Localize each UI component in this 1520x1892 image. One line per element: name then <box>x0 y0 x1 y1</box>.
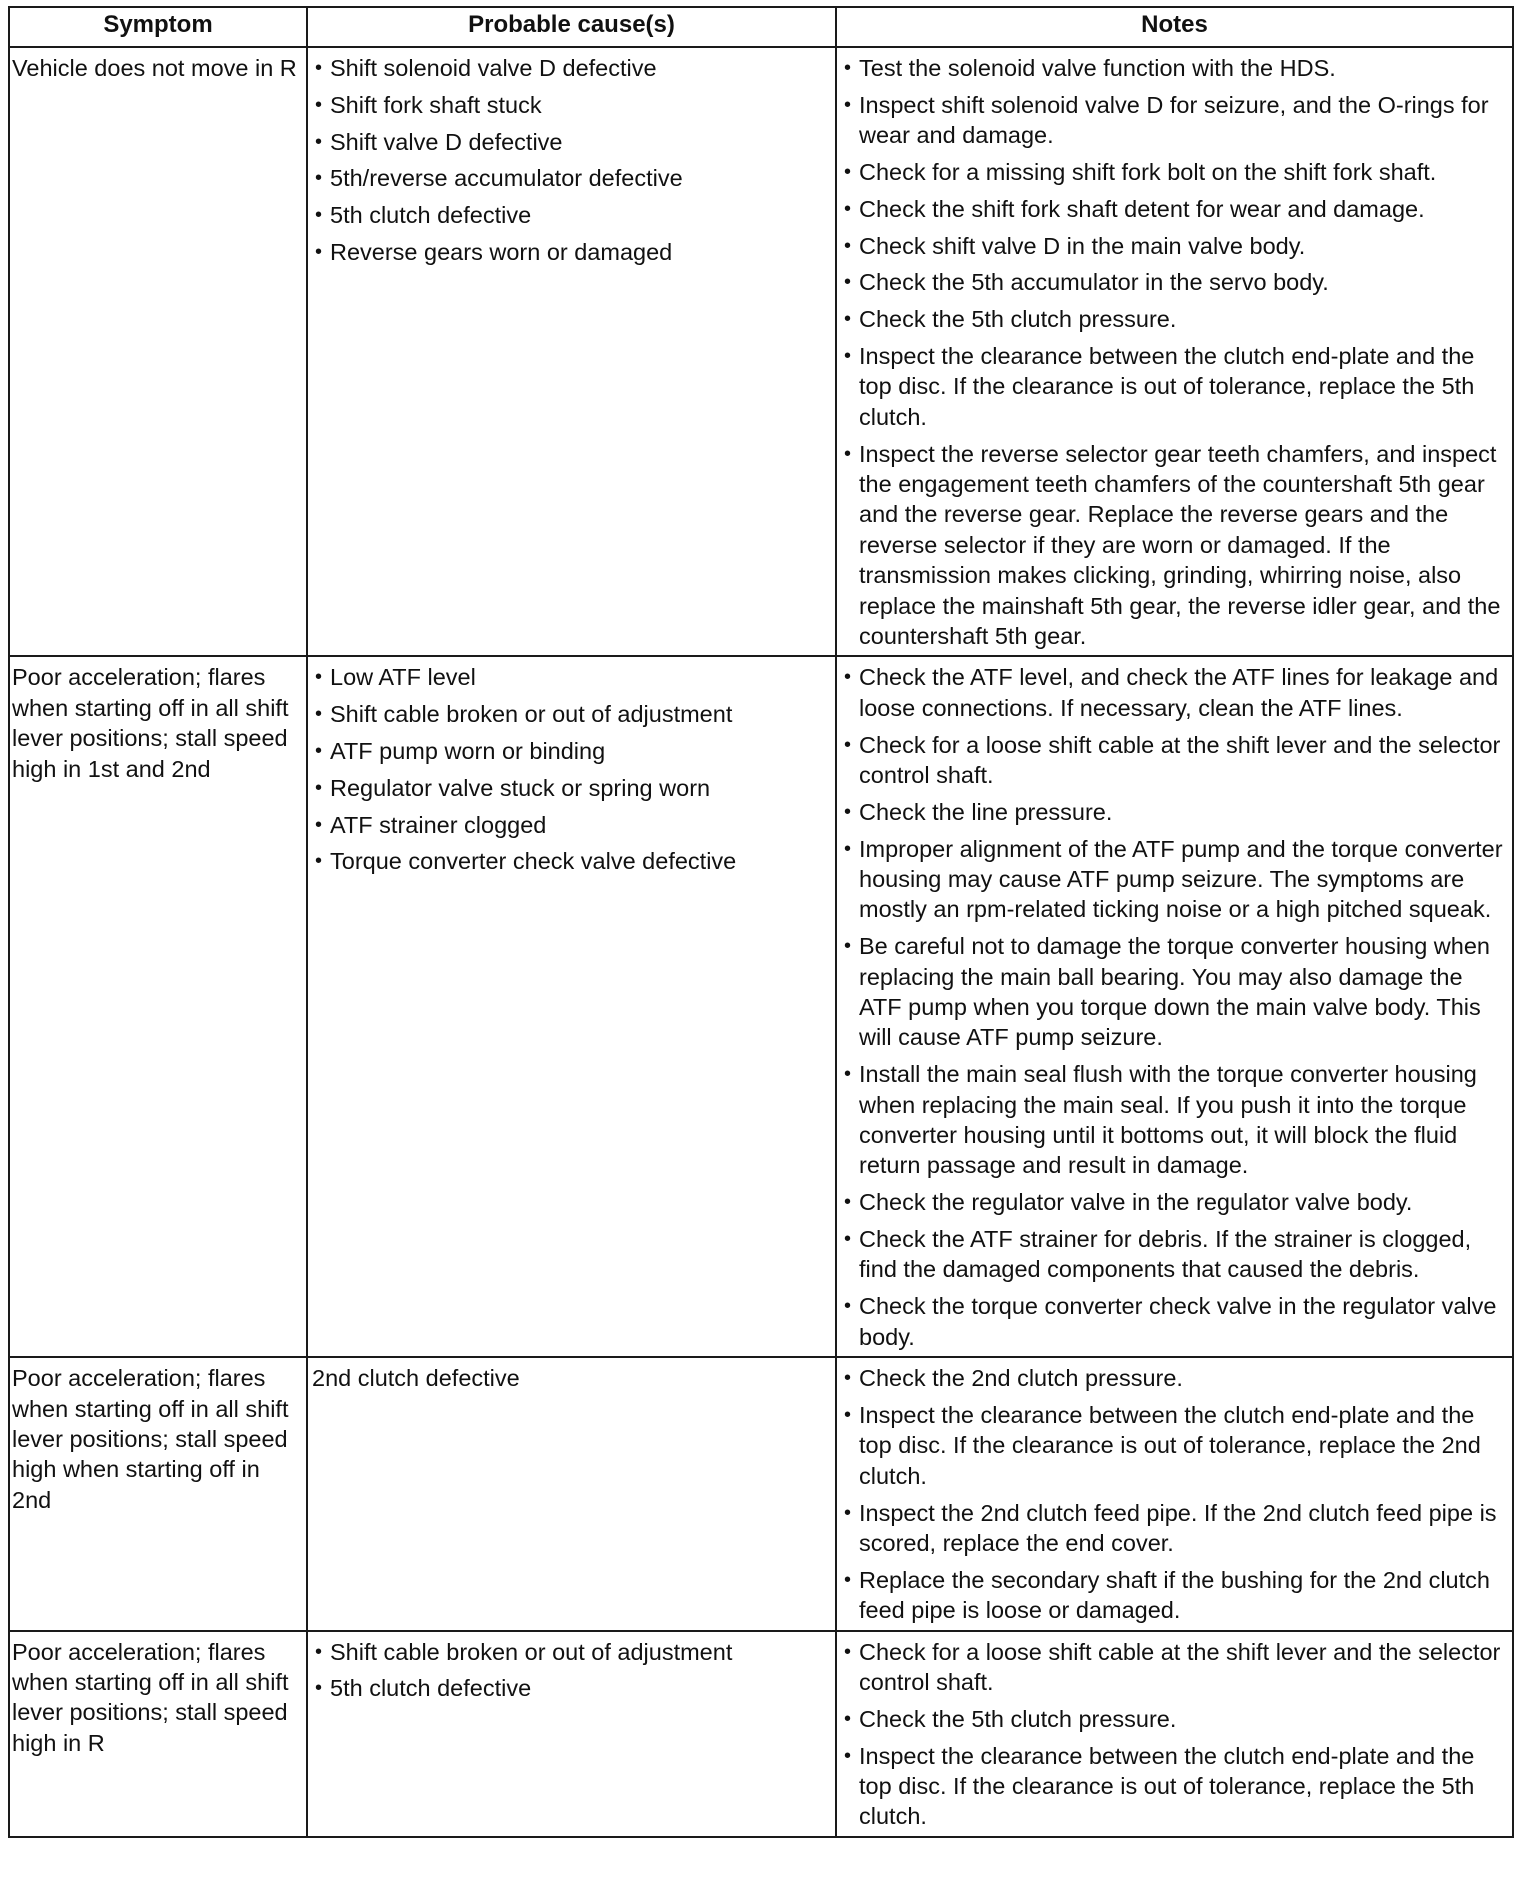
cause-text: ATF strainer clogged <box>330 811 547 838</box>
note-item <box>841 1400 1508 1491</box>
cause-text: 5th clutch defective <box>330 1675 532 1702</box>
cause-cell <box>307 656 836 1357</box>
bullet-icon: • <box>844 837 852 860</box>
symptom-text: Poor acceleration; flares when starting off in all shift lever positions; stall speed high in 1st and 2nd <box>12 664 289 782</box>
note-item <box>841 1637 1508 1698</box>
note-item <box>841 730 1508 791</box>
symptom-cell <box>9 1631 307 1837</box>
cause-text: Shift solenoid valve D defective <box>330 55 657 81</box>
note-item <box>841 304 1508 334</box>
cause-list <box>312 53 831 267</box>
symptom-cell <box>9 47 307 656</box>
cause-item <box>312 810 831 840</box>
cause-item <box>312 699 831 729</box>
cause-item <box>312 662 831 692</box>
cause-item <box>312 200 831 230</box>
note-item <box>841 1187 1508 1217</box>
notes-list <box>841 1363 1508 1625</box>
bullet-icon: • <box>315 703 323 726</box>
note-item <box>841 53 1508 83</box>
note-text: Check for a loose shift cable at the shift lever and the selector control shaft. <box>859 731 1501 789</box>
note-item <box>841 1498 1508 1559</box>
note-text: Check the regulator valve in the regulator valve body. <box>859 1189 1413 1216</box>
bullet-icon: • <box>844 442 852 465</box>
cause-text: Shift cable broken or out of adjustment <box>330 1638 733 1665</box>
bullet-icon: • <box>844 57 852 79</box>
cause-item <box>312 237 831 267</box>
symptom-text: Poor acceleration; flares when starting off in all shift lever positions; stall speed high in R <box>12 1638 289 1756</box>
cause-item <box>312 846 831 876</box>
note-text: Improper alignment of the ATF pump and the torque converter housing may cause ATF pump seizure. The symptoms are mostly an rpm-related ticking noise or a high pitched squeak. <box>859 835 1503 923</box>
note-item <box>841 1741 1508 1832</box>
bullet-icon: • <box>844 1403 852 1426</box>
notes-cell <box>836 47 1513 656</box>
bullet-icon: • <box>844 234 852 257</box>
cause-text: ATF pump worn or binding <box>330 738 606 765</box>
table-row <box>9 1631 1513 1837</box>
cause-list <box>312 1637 831 1704</box>
bullet-icon: • <box>844 1295 852 1318</box>
bullet-icon: • <box>844 93 852 116</box>
cause-text: 5th clutch defective <box>330 202 532 229</box>
bullet-icon: • <box>315 1677 323 1700</box>
bullet-icon: • <box>315 57 323 79</box>
header-probable-causes: Probable cause(s) <box>307 7 836 47</box>
cause-cell <box>307 1631 836 1837</box>
symptom-cell <box>9 1357 307 1630</box>
note-text: Inspect shift solenoid valve D for seizure, and the O-rings for wear and damage. <box>859 91 1489 149</box>
cause-item <box>312 773 831 803</box>
notes-cell <box>836 656 1513 1357</box>
note-item <box>841 1363 1508 1393</box>
cause-item <box>312 163 831 193</box>
header-row <box>9 7 1513 47</box>
notes-cell <box>836 1357 1513 1630</box>
symptom-text: Poor acceleration; flares when starting off in all shift lever positions; stall speed high when starting off in 2nd <box>12 1365 289 1513</box>
note-text: Check for a missing shift fork bolt on the shift fork shaft. <box>859 159 1437 185</box>
bullet-icon: • <box>844 1568 852 1591</box>
bullet-icon: • <box>844 1367 852 1390</box>
cause-item <box>312 127 831 157</box>
notes-list <box>841 662 1508 1352</box>
bullet-icon: • <box>844 161 852 183</box>
bullet-icon: • <box>315 93 323 116</box>
cause-text: Regulator valve stuck or spring worn <box>330 774 711 801</box>
cause-item <box>312 1637 831 1667</box>
note-text: Check the ATF level, and check the ATF lines for leakage and loose connections. If necessary, clean the ATF lines. <box>859 664 1499 721</box>
table-row <box>9 47 1513 656</box>
cause-text: 2nd clutch defective <box>312 1365 520 1392</box>
table-row <box>9 656 1513 1357</box>
bullet-icon: • <box>844 666 852 689</box>
bullet-icon: • <box>844 1744 852 1767</box>
table-header <box>9 7 1513 47</box>
note-text: Check the 2nd clutch pressure. <box>859 1365 1183 1392</box>
note-text: Check the 5th clutch pressure. <box>859 1705 1177 1732</box>
note-text: Check the 5th clutch pressure. <box>859 306 1177 333</box>
notes-list <box>841 1637 1508 1832</box>
table-row <box>9 1357 1513 1630</box>
bullet-icon: • <box>844 1063 852 1086</box>
note-text: Inspect the clearance between the clutch end-plate and the top disc. If the clearance is out of tolerance, replace the 5th clutch. <box>859 342 1475 430</box>
cause-cell <box>307 1357 836 1630</box>
note-text: Check the torque converter check valve in the regulator valve body. <box>859 1293 1497 1350</box>
cause-text: Shift fork shaft stuck <box>330 91 542 118</box>
header-symptom: Symptom <box>9 7 307 47</box>
note-text: Inspect the clearance between the clutch end-plate and the top disc. If the clearance is out of tolerance, replace the 5th clutch. <box>859 1742 1475 1830</box>
bullet-icon: • <box>844 1191 852 1214</box>
note-item <box>841 1704 1508 1734</box>
note-text: Replace the secondary shaft if the bushing for the 2nd clutch feed pipe is loose or damaged. <box>859 1566 1490 1624</box>
bullet-icon: • <box>315 240 323 263</box>
note-item <box>841 931 1508 1053</box>
notes-list <box>841 53 1508 651</box>
table-body <box>9 47 1513 1837</box>
bullet-icon: • <box>315 666 323 689</box>
bullet-icon: • <box>844 197 852 220</box>
bullet-icon: • <box>844 800 852 823</box>
symptom-text: Vehicle does not move in R <box>12 55 297 81</box>
note-text: Inspect the clearance between the clutch end-plate and the top disc. If the clearance is out of tolerance, replace the 2nd clutch. <box>859 1401 1481 1489</box>
note-item <box>841 834 1508 925</box>
bullet-icon: • <box>315 130 323 153</box>
cause-text: 5th/reverse accumulator defective <box>330 165 683 192</box>
bullet-icon: • <box>844 1640 852 1663</box>
note-text: Check the line pressure. <box>859 798 1113 825</box>
bullet-icon: • <box>844 1707 852 1730</box>
cause-text: Torque converter check valve defective <box>330 848 737 875</box>
bullet-icon: • <box>315 167 323 190</box>
note-text: Check the ATF strainer for debris. If the strainer is clogged, find the damaged components that caused the debris. <box>859 1226 1472 1283</box>
cause-text: Low ATF level <box>330 664 476 691</box>
bullet-icon: • <box>315 813 323 836</box>
note-text: Be careful not to damage the torque converter housing when replacing the main ball bearing. You may also damage the ATF pump when you torque down the main valve body. This will cause ATF pump seizure. <box>859 933 1490 1051</box>
note-item <box>841 267 1508 297</box>
note-text: Check for a loose shift cable at the shift lever and the selector control shaft. <box>859 1638 1501 1695</box>
cause-item <box>312 90 831 120</box>
note-item <box>841 194 1508 224</box>
note-text: Check the shift fork shaft detent for wear and damage. <box>859 195 1425 222</box>
note-item <box>841 157 1508 187</box>
bullet-icon: • <box>315 1640 323 1663</box>
cause-item <box>312 53 831 83</box>
note-text: Test the solenoid valve function with the HDS. <box>859 55 1336 81</box>
header-notes: Notes <box>836 7 1513 47</box>
bullet-icon: • <box>844 271 852 294</box>
bullet-icon: • <box>315 204 323 227</box>
note-item <box>841 231 1508 261</box>
bullet-icon: • <box>315 740 323 763</box>
note-text: Install the main seal flush with the torque converter housing when replacing the main seal. If you push it into the torque converter housing until it bottoms out, it will block the fluid return passage and result in damage. <box>859 1061 1477 1179</box>
cause-text: Reverse gears worn or damaged <box>330 238 673 265</box>
note-item <box>841 341 1508 432</box>
notes-cell <box>836 1631 1513 1837</box>
note-item <box>841 797 1508 827</box>
bullet-icon: • <box>844 935 852 958</box>
note-item <box>841 439 1508 652</box>
bullet-icon: • <box>844 344 852 367</box>
note-item <box>841 1224 1508 1285</box>
cause-list <box>312 662 831 876</box>
note-text: Check the 5th accumulator in the servo body. <box>859 269 1329 296</box>
bullet-icon: • <box>844 308 852 331</box>
cause-text: Shift valve D defective <box>330 128 563 155</box>
note-text: Inspect the 2nd clutch feed pipe. If the 2nd clutch feed pipe is scored, replace the end cover. <box>859 1499 1497 1556</box>
cause-item <box>312 1673 831 1703</box>
troubleshooting-table <box>8 6 1514 1838</box>
bullet-icon: • <box>315 850 323 873</box>
note-item <box>841 1059 1508 1181</box>
cause-item <box>312 736 831 766</box>
note-item <box>841 1565 1508 1626</box>
bullet-icon: • <box>844 733 852 756</box>
note-text: Check shift valve D in the main valve body. <box>859 232 1306 259</box>
note-item <box>841 90 1508 151</box>
note-item <box>841 662 1508 723</box>
bullet-icon: • <box>844 1501 852 1524</box>
note-item <box>841 1291 1508 1352</box>
cause-cell <box>307 47 836 656</box>
bullet-icon: • <box>844 1228 852 1251</box>
cause-text: Shift cable broken or out of adjustment <box>330 701 733 728</box>
bullet-icon: • <box>315 776 323 799</box>
note-text: Inspect the reverse selector gear teeth chamfers, and inspect the engagement teeth chamfers of the countershaft 5th gear and the reverse gear. Replace the reverse gears and the reverse selector if they are worn or damaged. If the transmission makes clicking, grinding, whirring noise, also replace the mainshaft 5th gear, the reverse idler gear, and the countershaft 5th gear. <box>859 440 1501 650</box>
symptom-cell <box>9 656 307 1357</box>
